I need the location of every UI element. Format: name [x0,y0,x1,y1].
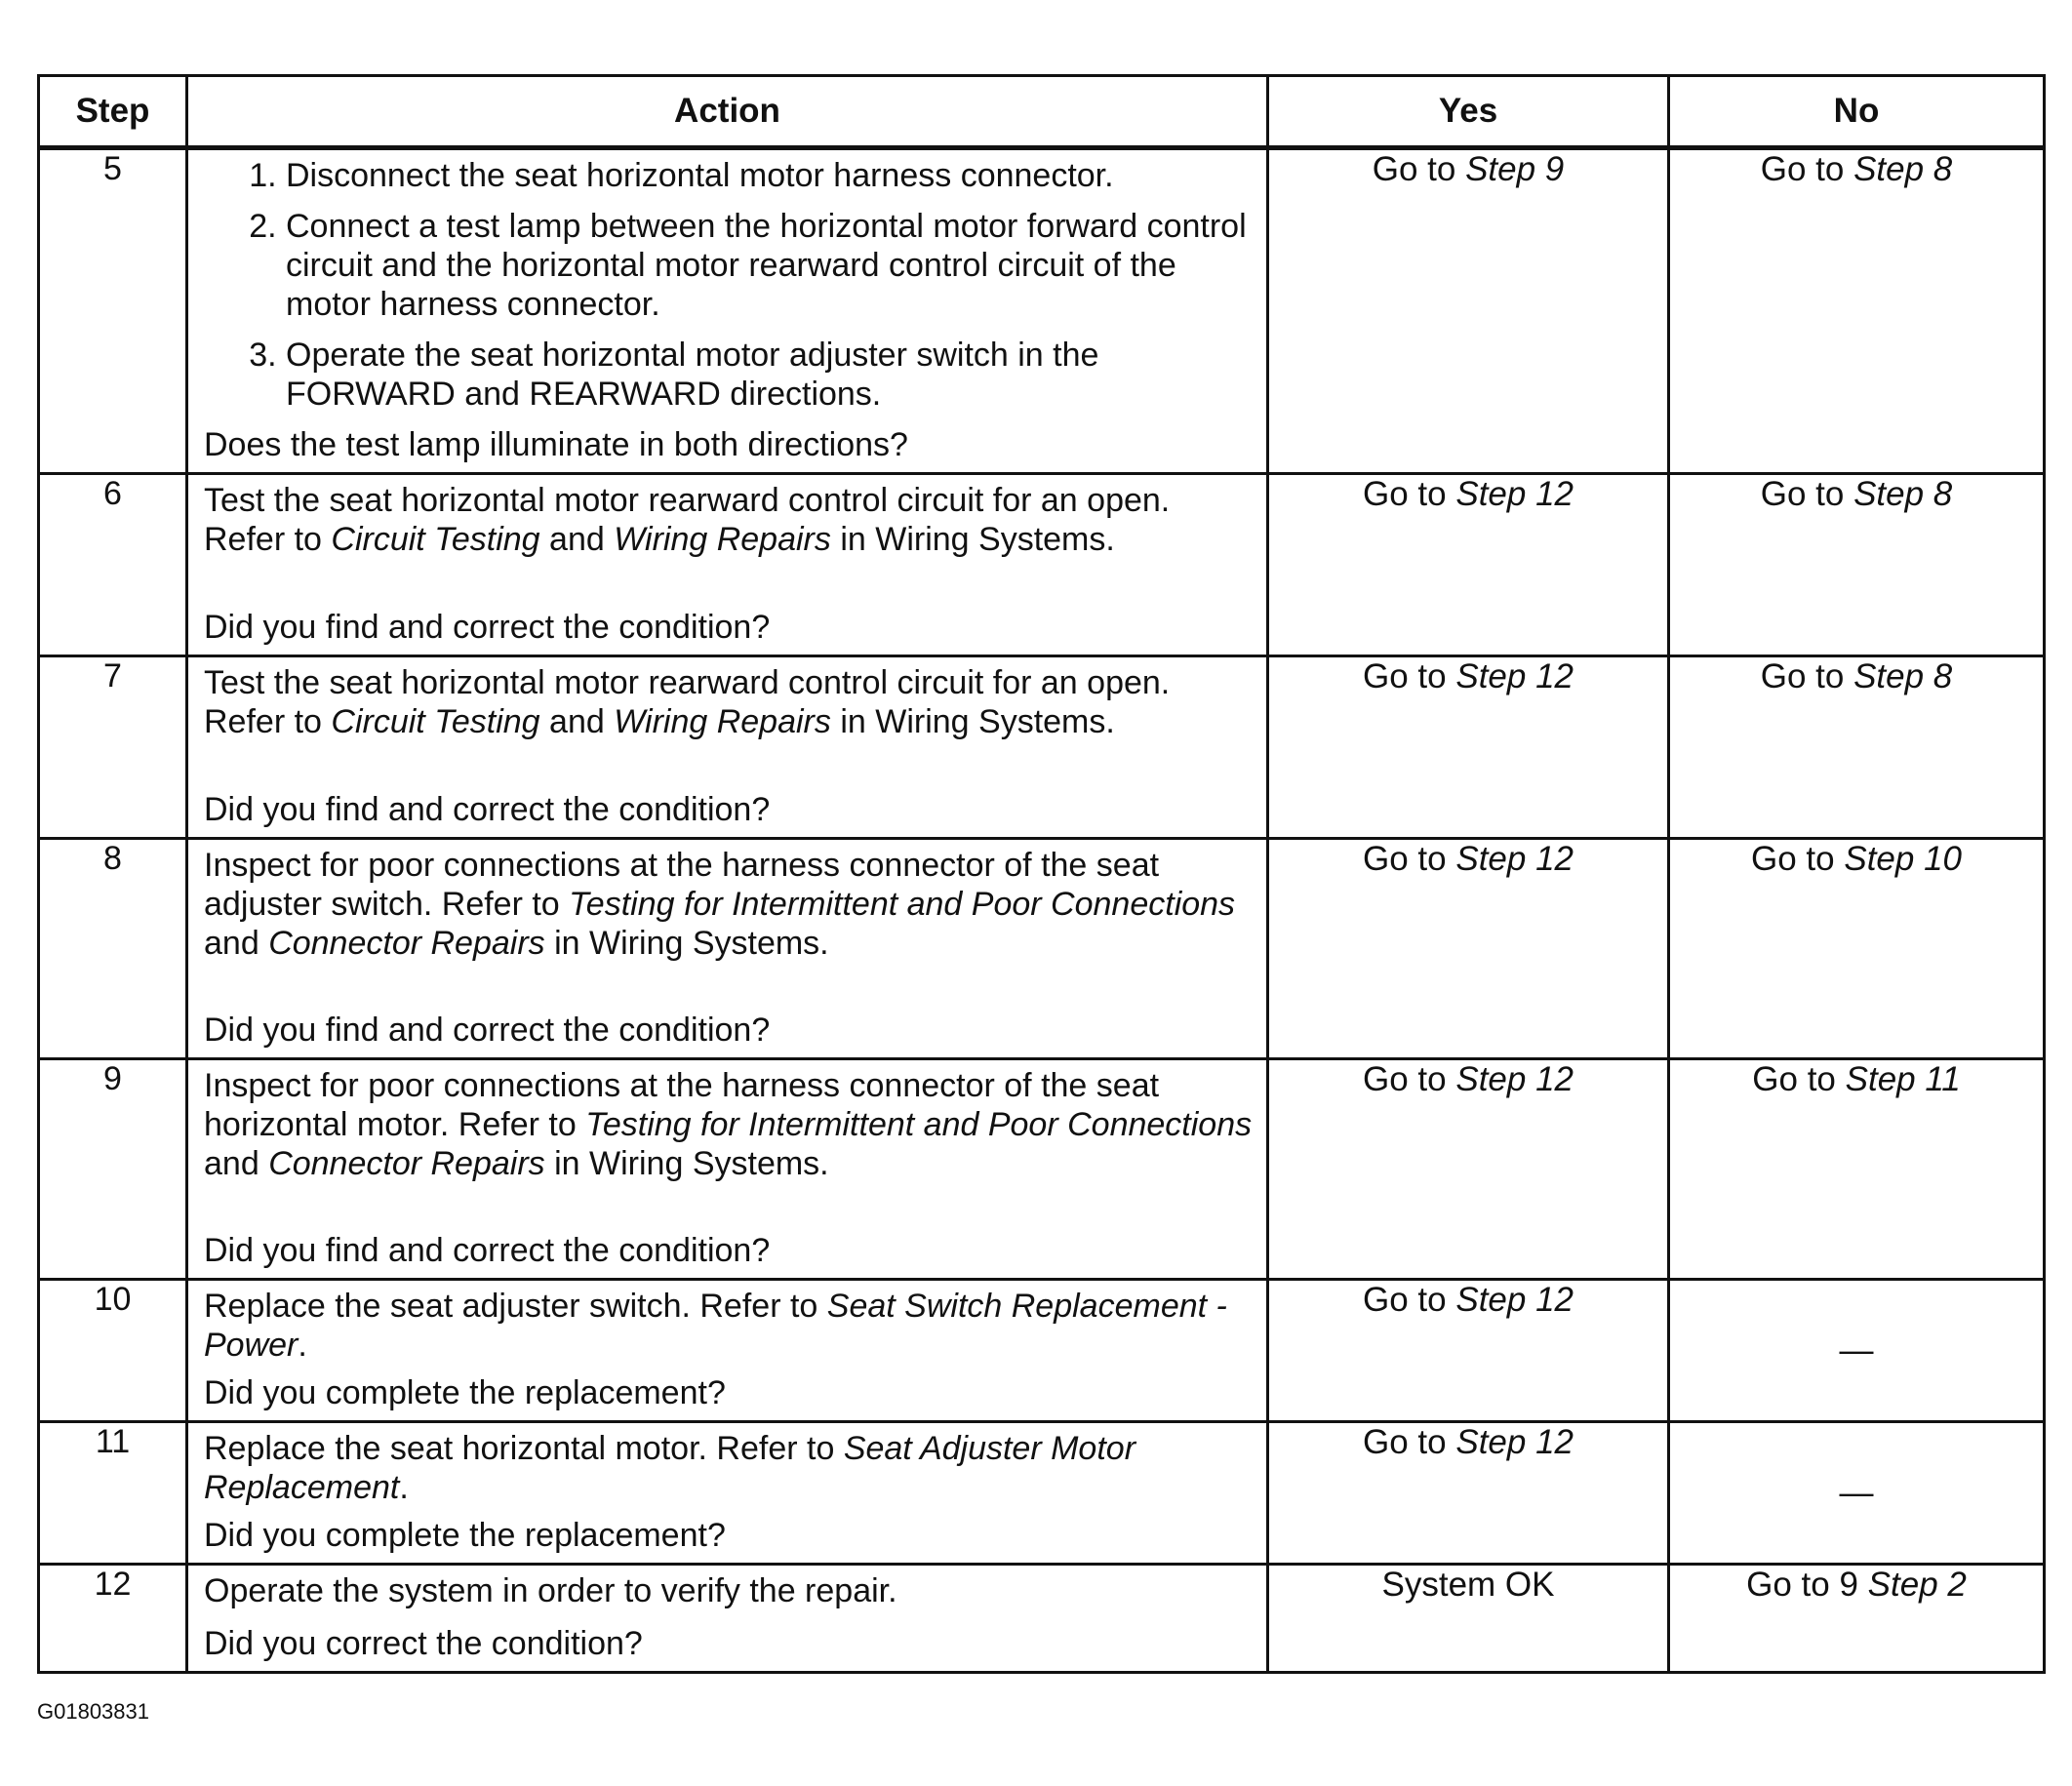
yes-cell [1268,1059,1669,1280]
step-number: 11 [39,1422,187,1565]
reference-link[interactable]: Wiring Repairs [614,703,831,740]
no-cell [1669,1059,2045,1280]
text-span: Test the seat horizontal motor rearward control circuit for an open. Refer to [204,664,1171,740]
step-link[interactable]: Step 12 [1455,1281,1574,1319]
header-yes: Yes [1268,76,1669,148]
text-span: and [549,521,605,558]
goto-text: Go to [1363,1423,1447,1461]
goto-text: Go to [1363,1281,1447,1319]
text-span: Inspect for poor connections at the harness connector of the seat adjuster switch. Refer to [204,847,1160,923]
question-text: Did you complete the replacement? [204,1517,726,1554]
action-cell [187,1059,1268,1280]
table-header-row [39,76,2045,148]
yes-cell [1268,839,1669,1059]
step-link[interactable]: Step 8 [1853,475,1953,513]
reference-link[interactable]: Seat Adjuster Motor Replacement [204,1430,1136,1506]
table-row [39,1280,2045,1422]
step-number: 6 [39,474,187,656]
question-text: Did you find and correct the condition? [204,1232,771,1269]
no-cell [1669,474,2045,656]
step-link[interactable]: Step 2 [1867,1566,1967,1604]
instruction-text: Operate the system in order to verify the repair. [204,1572,897,1609]
step-link[interactable]: Step 11 [1845,1060,1961,1098]
text-span: in Wiring Systems. [840,521,1115,558]
text-span: . [399,1469,409,1506]
reference-link[interactable]: Circuit Testing [331,521,540,558]
action-cell [187,839,1268,1059]
question-text: Did you find and correct the condition? [204,1012,771,1049]
action-cell [187,1422,1268,1565]
reference-link[interactable]: Circuit Testing [331,703,540,740]
action-cell [187,1280,1268,1422]
action-cell [187,474,1268,656]
step-number: 12 [39,1565,187,1673]
no-cell [1669,148,2045,474]
action-cell [187,148,1268,474]
goto-text: Go to [1363,840,1447,878]
goto-text: Go to [1363,1060,1447,1098]
text-span: Replace the seat adjuster switch. Refer to [204,1288,818,1325]
table-row [39,1565,2045,1673]
goto-text: Go to [1760,150,1845,188]
step-number: 5 [39,148,187,474]
step-number: 7 [39,656,187,839]
text-span: in Wiring Systems. [840,703,1115,740]
yes-cell: System OK [1268,1565,1669,1673]
table-row [39,1059,2045,1280]
question-text: Did you complete the replacement? [204,1374,726,1411]
text-span: and [549,703,605,740]
question-text: Did you correct the condition? [204,1625,643,1662]
yes-cell [1268,148,1669,474]
yes-cell [1268,656,1669,839]
step-link[interactable]: Step 12 [1455,1423,1574,1461]
instruction-text [204,1287,1255,1365]
instruction-text [204,1429,1255,1507]
diagnostic-table [37,74,2046,1674]
list-item: 3. Operate the seat horizontal motor adjuster switch in the FORWARD and REARWARD directions. [286,336,1255,414]
instruction-text [204,663,1255,741]
reference-link[interactable]: Connector Repairs [268,1145,545,1182]
reference-link[interactable]: Testing for Intermittent and Poor Connections [585,1106,1253,1143]
figure-id: G01803831 [37,1699,149,1724]
list-item: 2. Connect a test lamp between the horizontal motor forward control circuit and the horizontal motor rearward control circuit of the motor harness connector. [286,207,1255,324]
question-text: Did you find and correct the condition? [204,609,771,646]
step-link[interactable]: Step 9 [1465,150,1565,188]
text-span: and [204,1145,259,1182]
goto-text: Go to [1752,1060,1836,1098]
question-text: Did you find and correct the condition? [204,791,771,828]
step-link[interactable]: Step 12 [1455,840,1574,878]
text-span: in Wiring Systems. [554,925,829,962]
yes-cell [1268,474,1669,656]
text-span: and [204,925,259,962]
step-number: 9 [39,1059,187,1280]
no-cell: — [1669,1280,2045,1422]
yes-cell [1268,1280,1669,1422]
action-cell [187,656,1268,839]
goto-text: Go to [1760,657,1845,695]
no-cell: — [1669,1422,2045,1565]
instruction-text [204,481,1255,559]
step-number: 8 [39,839,187,1059]
no-cell [1669,839,2045,1059]
step-number: 10 [39,1280,187,1422]
instruction-list [204,156,1255,425]
step-link[interactable]: Step 10 [1844,840,1962,878]
goto-text: Go to [1751,840,1835,878]
reference-link[interactable]: Testing for Intermittent and Poor Connections [569,886,1236,923]
list-item: 1. Disconnect the seat horizontal motor harness connector. [286,156,1255,195]
reference-link[interactable]: Seat Switch Replacement - Power [204,1288,1227,1364]
text-span: Test the seat horizontal motor rearward control circuit for an open. Refer to [204,482,1171,558]
table-row [39,839,2045,1059]
action-cell [187,1565,1268,1673]
reference-link[interactable]: Wiring Repairs [614,521,831,558]
header-action: Action [187,76,1268,148]
instruction-text [204,1066,1255,1183]
table-row [39,1422,2045,1565]
header-no: No [1669,76,2045,148]
text-span: Replace the seat horizontal motor. Refer to [204,1430,835,1467]
table-row [39,148,2045,474]
yes-cell [1268,1422,1669,1565]
no-cell [1669,1565,2045,1673]
no-cell [1669,656,2045,839]
text-span: . [298,1327,307,1364]
reference-link[interactable]: Connector Repairs [268,925,545,962]
step-link[interactable]: Step 8 [1853,657,1953,695]
goto-text: Go to [1363,475,1447,513]
header-step: Step [39,76,187,148]
text-span: in Wiring Systems. [554,1145,829,1182]
table-row [39,474,2045,656]
table-row [39,656,2045,839]
step-link[interactable]: Step 12 [1455,1060,1574,1098]
instruction-text [204,846,1255,963]
goto-text: Go to 9 [1746,1566,1858,1604]
goto-text: Go to [1372,150,1456,188]
step-link[interactable]: Step 8 [1853,150,1953,188]
goto-text: Go to [1760,475,1845,513]
question-text: Does the test lamp illuminate in both directions? [204,426,908,463]
step-link[interactable]: Step 12 [1455,657,1574,695]
step-link[interactable]: Step 12 [1455,475,1574,513]
text-span: Inspect for poor connections at the harness connector of the seat horizontal motor. Refer to [204,1067,1160,1143]
goto-text: Go to [1363,657,1447,695]
